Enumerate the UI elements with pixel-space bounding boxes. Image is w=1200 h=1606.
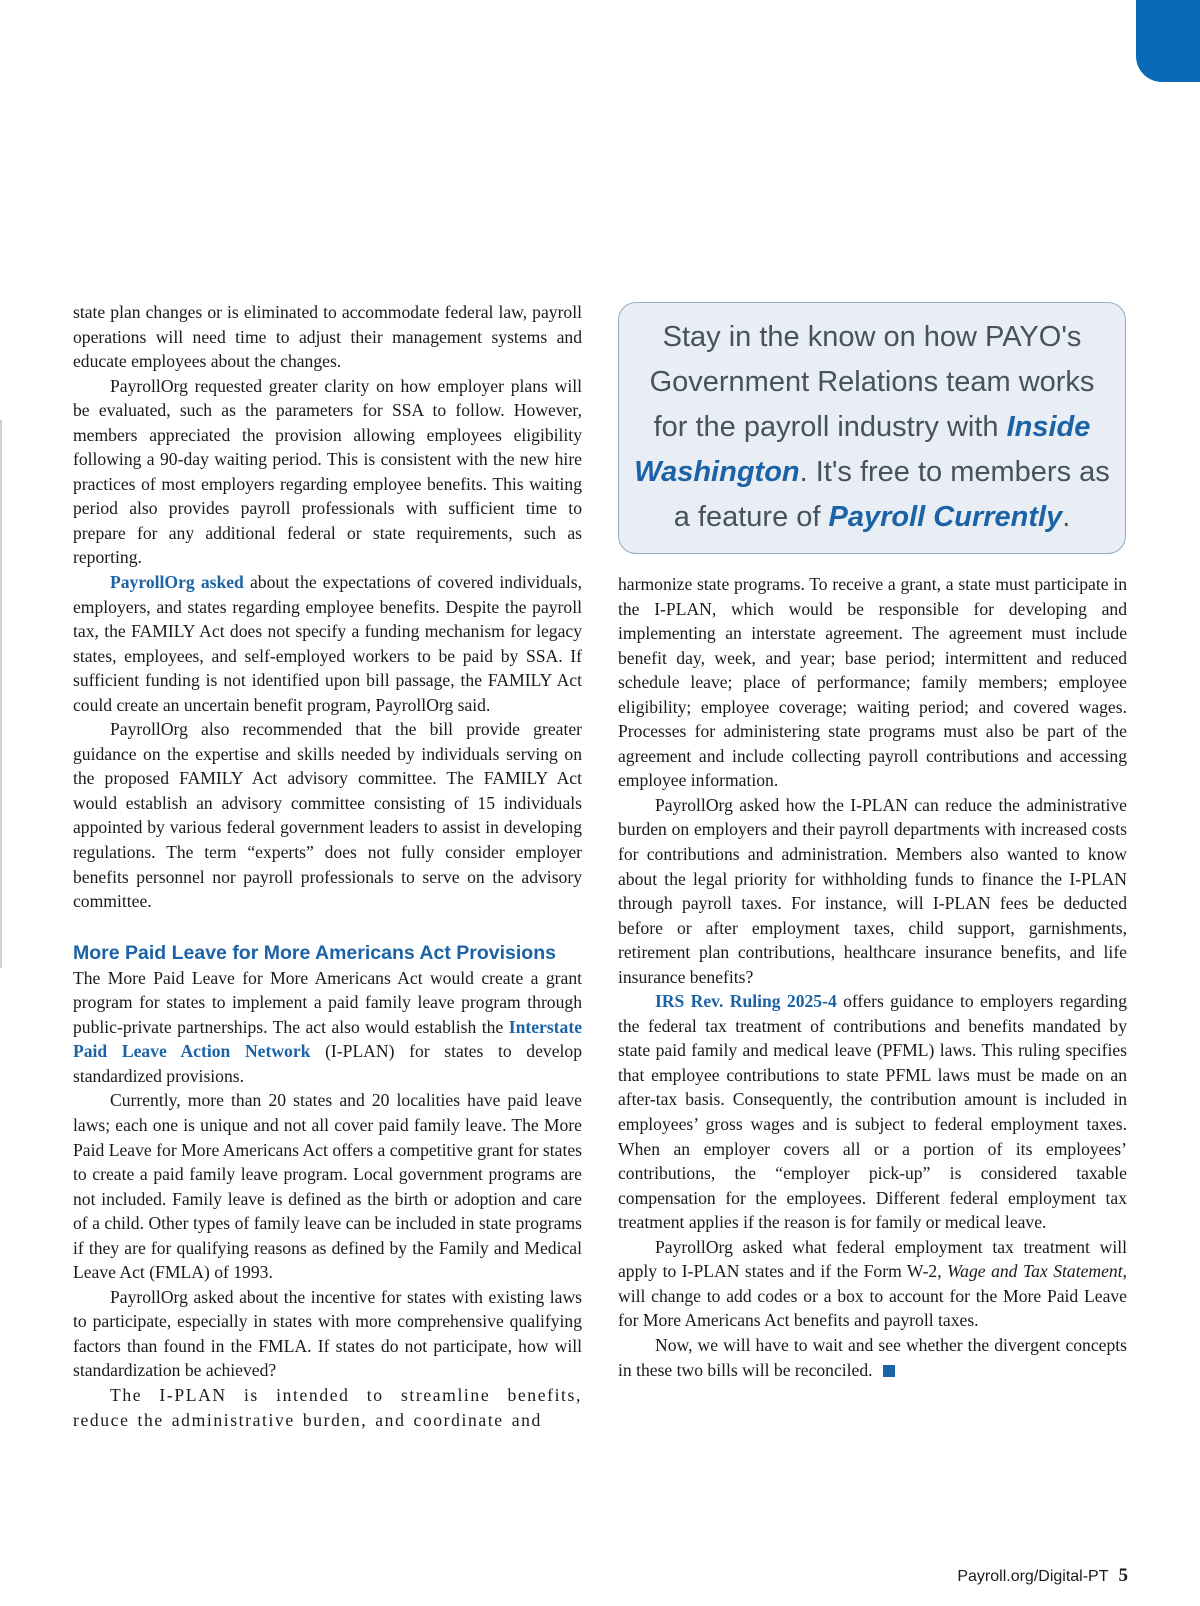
payroll-currently-link[interactable]: Payroll Currently <box>828 501 1063 533</box>
paragraph <box>618 1333 1127 1382</box>
paragraph-text: The More Paid Leave for More Americans Act would create a grant program for states to implement a paid family leave program through public-private partnerships. The act also would establish the <box>73 967 582 1037</box>
paragraph-text: Now, we will have to wait and see whether the divergent concepts in these two bills will be reconciled. <box>618 1334 1127 1380</box>
paragraph-text: offers guidance to employers regarding the federal tax treatment of contributions and benefits mandated by state paid family and medical leave (PFML) laws. This ruling specifies that employee contributions to state PFML laws must be made on an after-tax basis. Consequently, the contribution amount is included in employees’ gross wages and is subject to federal employment taxes. When an employer covers all or a portion of its employees’ contributions, the “employer pick-up” is considered taxable compensation for the employees. Different federal employment tax treatment applies if the reason is for family or medical leave. <box>618 991 1128 1233</box>
callout-text: . It's free to members as a feature of <box>673 456 1110 533</box>
paragraph <box>73 966 582 1089</box>
callout-text: Stay in the know on how PAYO's Government Relations team works for the payroll industry with <box>649 321 1095 443</box>
page-footer <box>957 1565 1128 1587</box>
paragraph-text: about the expectations of covered individuals, employers, and states regarding employee benefits. Despite the payroll tax, the FAMILY Act does not specify a funding mechanism for legacy states, employees, and self-employed workers to be paid by SSA. If sufficient funding is not identified upon bill passage, the FAMILY Act could create an uncertain benefit program, PayrollOrg said. <box>73 572 582 715</box>
page-edge-rule <box>0 420 2 968</box>
right-text-column <box>618 572 1127 1382</box>
paragraph: Currently, more than 20 states and 20 localities have paid leave laws; each one is unique and not all cover paid family leave. The More Paid Leave for More Americans Act offers a competitive grant for states to create a paid family leave program. Local government programs are not included. Family leave is defined as the birth or adoption and care of a child. Other types of family leave can be included in state programs if they are for qualifying reasons as defined by the Family and Medical Leave Act (FMLA) of 1993. <box>73 1090 582 1283</box>
form-title: Wage and Tax Statement <box>947 1261 1123 1282</box>
paragraph-text: PayrollOrg asked what federal employment tax treatment will apply to I-PLAN states and if the Form W-2, <box>618 1236 1127 1282</box>
paragraph: state plan changes or is eliminated to accommodate federal law, payroll operations will need time to adjust their management systems and educate employees about the changes. <box>73 302 582 372</box>
footer-url[interactable]: Payroll.org/Digital-PT <box>957 1568 1109 1585</box>
paragraph: PayrollOrg asked about the incentive for states with existing laws to participate, especially in states with more comprehensive qualifying factors than found in the FMLA. If states do not participate, how will standardization be achieved? <box>73 1286 582 1381</box>
paragraph: PayrollOrg asked how the I-PLAN can reduce the administrative burden on employers and their payroll departments with increased costs for contributions and administration. Members also wanted to know about the legal priority for withholding funds to finance the I-PLAN through payroll taxes. For instance, will I-PLAN fees be deducted before or after employment taxes, child support, garnishments, retirement plan contributions, healthcare insurance benefits, and life insurance benefits? <box>618 794 1127 987</box>
payrollorg-asked-link[interactable]: PayrollOrg asked <box>110 572 244 593</box>
i-plan-link[interactable]: Interstate Paid Leave Action Network <box>73 1016 582 1062</box>
paragraph <box>618 989 1127 1234</box>
paragraph: harmonize state programs. To receive a grant, a state must participate in the I-PLAN, which would be responsible for developing and implementing an interstate agreement. The agreement must include benefit day, week, and year; base period; intermittent and reduced schedule leave; place of performance; family members; employee eligibility; employee coverage; waiting period; and covered wages. Processes for administering state programs must also be part of the agreement and include collecting payroll contributions and accessing employee information. <box>618 574 1127 791</box>
paragraph: PayrollOrg requested greater clarity on how employer plans will be evaluated, such as the parameters for SSA to follow. However, members appreciated the provision allowing employees eligibility following a 90-day waiting period. This is consistent with the new hire practices of most employers regarding employee benefits. This waiting period also provides payroll professionals with sufficient time to prepare for any additional federal or state requirements, such as reporting. <box>73 375 582 568</box>
callout-box <box>618 302 1126 554</box>
paragraph: The I-PLAN is intended to streamline benefits, reduce the administrative burden, and coordinate and <box>73 1384 582 1430</box>
inside-washington-link[interactable]: Inside Washington <box>634 411 1091 488</box>
paragraph-text: (I-PLAN) for states to develop standardized provisions. <box>73 1041 582 1086</box>
section-heading: More Paid Leave for More Americans Act Provisions <box>73 941 556 964</box>
end-mark-square-icon <box>883 1365 895 1377</box>
paragraph: PayrollOrg also recommended that the bill provide greater guidance on the expertise and skills needed by individuals serving on the proposed FAMILY Act advisory committee. The FAMILY Act would establish an advisory committee consisting of 15 individuals appointed by various federal government leaders to assist in developing regulations. The term “experts” does not fully consider employer benefits personnel nor payroll professionals to serve on the advisory committee. <box>73 719 582 912</box>
page-number: 5 <box>1118 1565 1128 1586</box>
left-text-column <box>73 300 582 1432</box>
paragraph-text: , will change to add codes or a box to account for the More Paid Leave for More Americans Act benefits and payroll taxes. <box>618 1261 1128 1331</box>
callout-text: . <box>1062 501 1071 533</box>
paragraph <box>73 570 582 717</box>
paragraph <box>618 1235 1127 1333</box>
corner-color-tab <box>1136 0 1200 82</box>
irs-rev-ruling-link[interactable]: IRS Rev. Ruling 2025-4 <box>655 991 837 1012</box>
